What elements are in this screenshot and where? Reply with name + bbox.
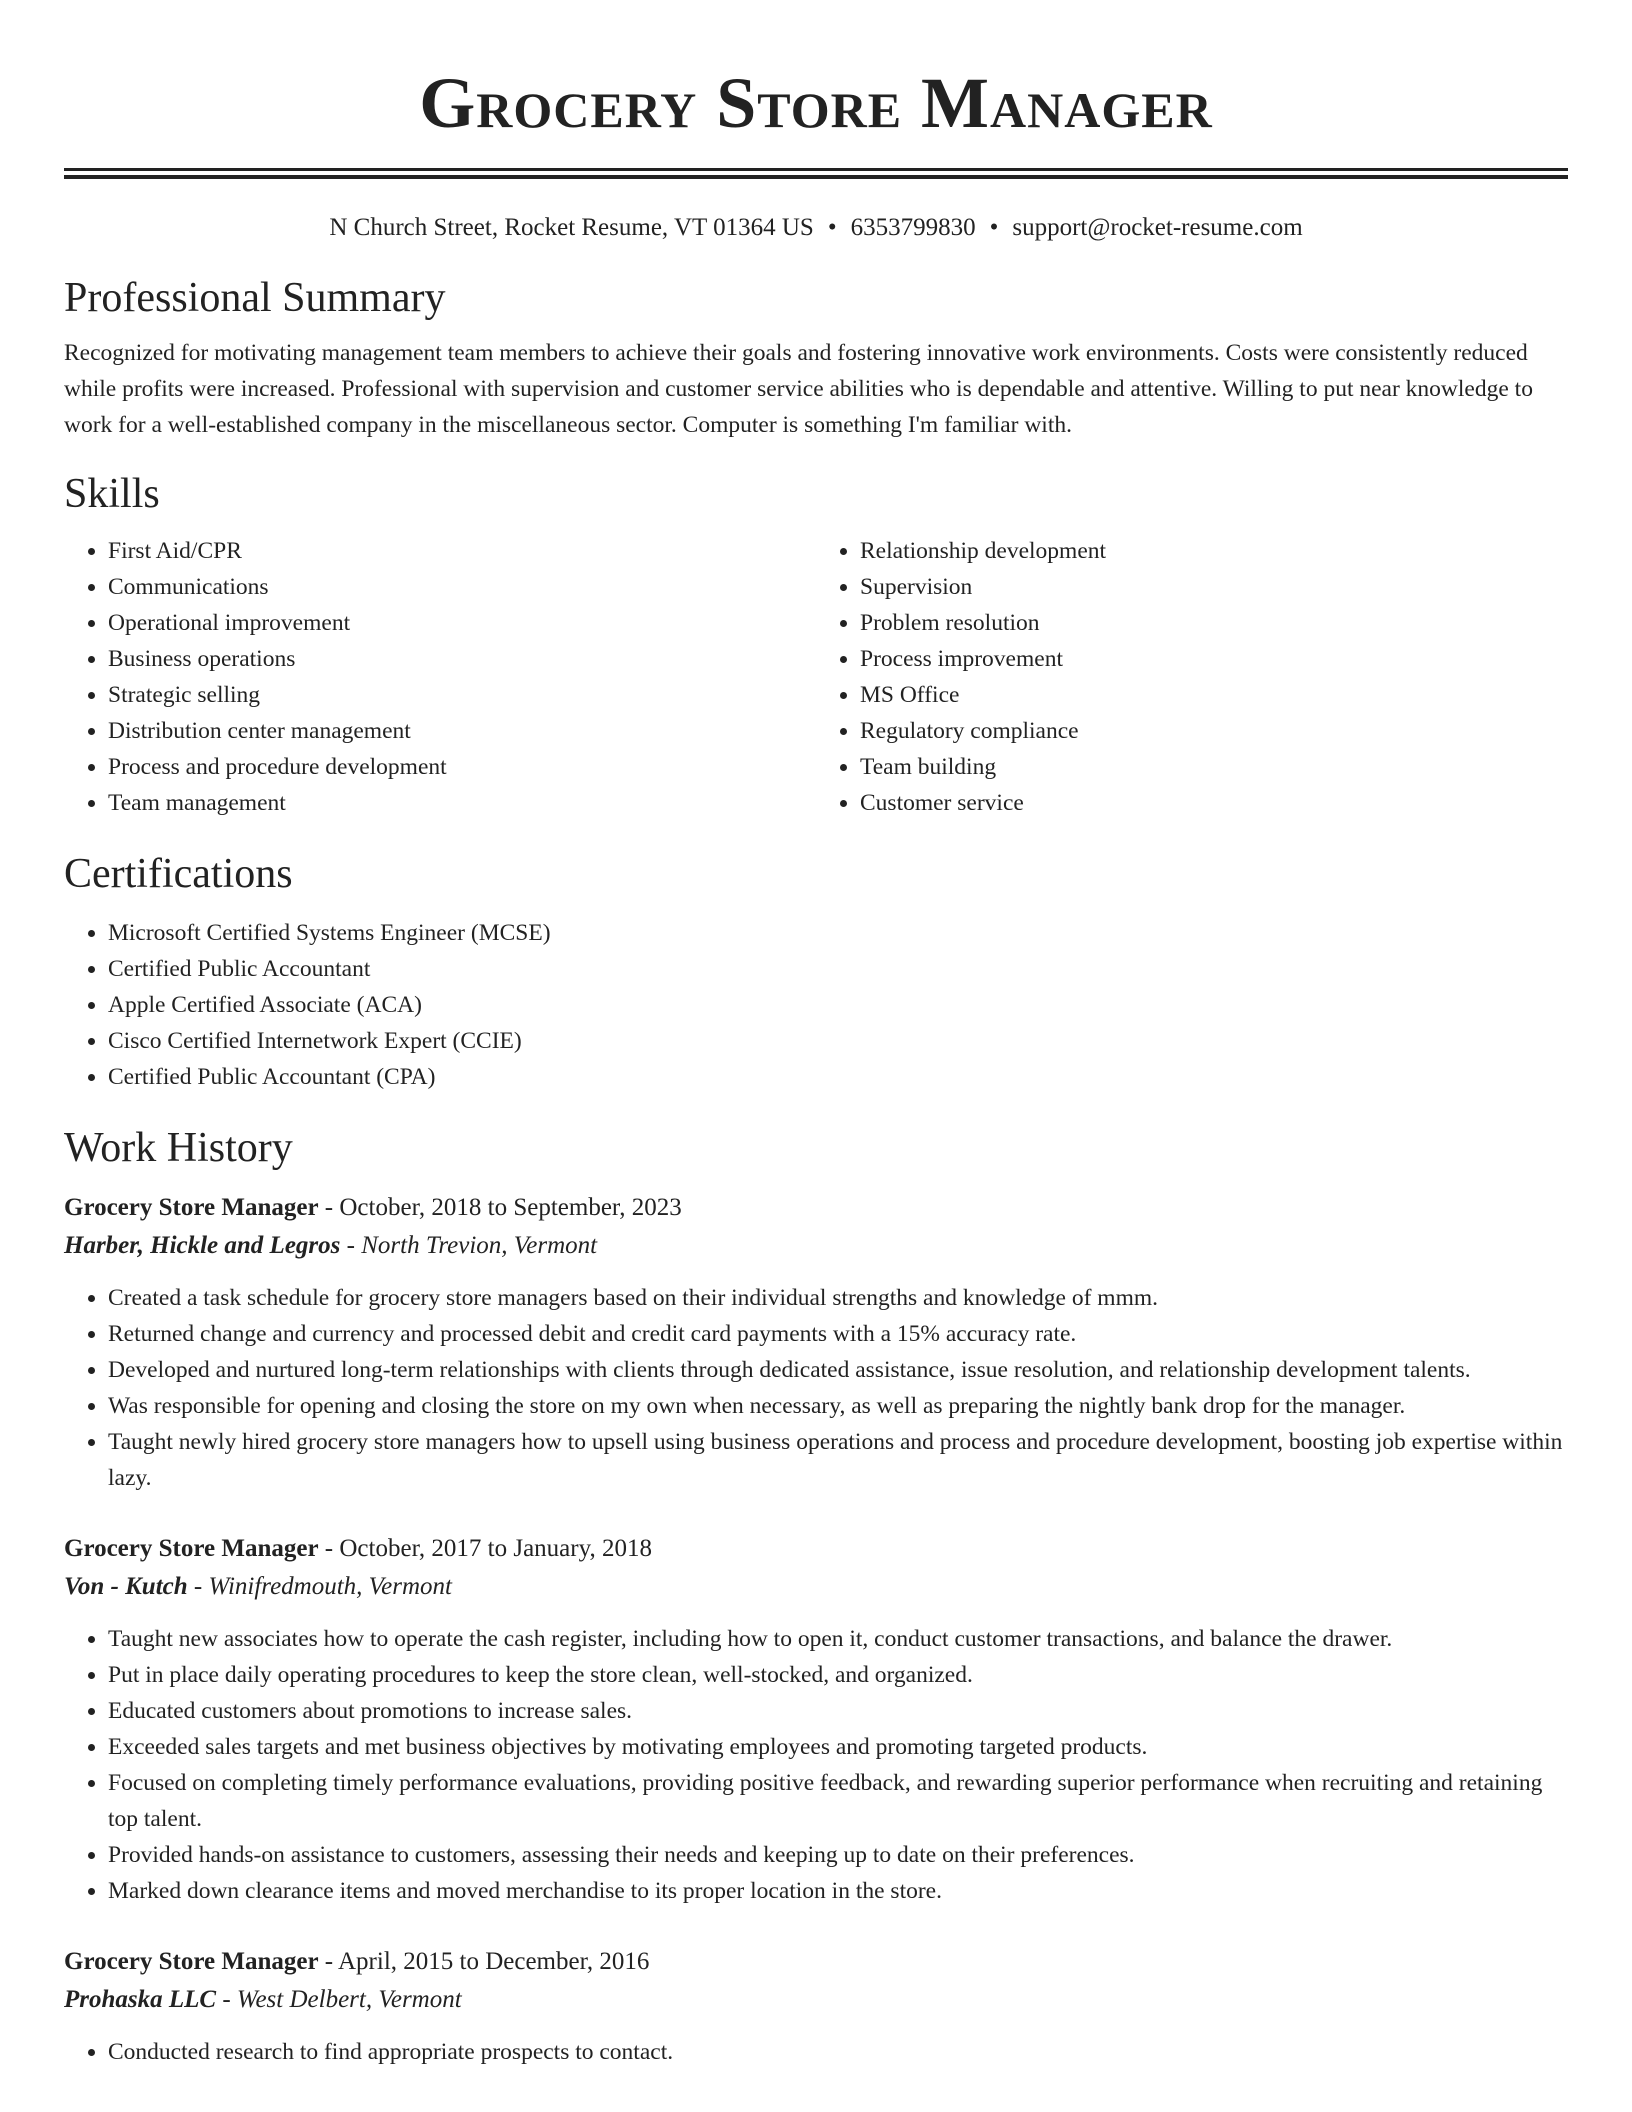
contact-line <box>64 213 1568 243</box>
resume-title: Grocery Store Manager <box>419 63 1213 143</box>
job-dates: - October, 2018 to September, 2023 <box>318 1194 682 1221</box>
skill-item: • Operational improvement <box>108 605 816 641</box>
job-entry <box>64 1530 1568 1909</box>
summary-text: Recognized for motivating management team members to achieve their goals and fostering innovative work environments. Costs were consistently reduced while profits were increased. Professional with supervision and customer service abilities who is dependable and attentive. Willing to put near knowledge to work for a well-established company in the miscellaneous sector. Computer is something I'm familiar with. <box>64 340 1533 438</box>
job-location: - North Trevion, Vermont <box>340 1232 598 1259</box>
title-divider <box>64 168 1568 179</box>
skill-item: • Regulatory compliance <box>860 713 1568 749</box>
job-bullet: • Focused on completing timely performance evaluations, providing positive feedback, and rewarding superior performance when recruiting and retaining top talent. <box>108 1765 1568 1837</box>
job-bullets <box>64 1280 1568 1496</box>
skill-item: • Problem resolution <box>860 605 1568 641</box>
job-company: Von - Kutch <box>64 1573 188 1600</box>
job-employer <box>64 1227 1568 1265</box>
job-title: Grocery Store Manager <box>64 1194 319 1221</box>
skill-item: • Process and procedure development <box>108 749 816 785</box>
skill-item: • MS Office <box>860 677 1568 713</box>
skills-list-right <box>816 533 1568 821</box>
skill-item: • First Aid/CPR <box>108 533 816 569</box>
section-heading-certifications: Certifications <box>64 851 293 897</box>
contact-separator: • <box>827 214 837 241</box>
job-header <box>64 1530 1568 1568</box>
skill-item: • Customer service <box>860 785 1568 821</box>
job-bullet: • Was responsible for opening and closing the store on my own when necessary, as well as preparing the nightly bank drop for the manager. <box>108 1388 1568 1424</box>
job-bullet: • Taught newly hired grocery store managers how to upsell using business operations and process and procedure development, boosting job expertise within lazy. <box>108 1424 1568 1496</box>
skill-item: • Business operations <box>108 641 816 677</box>
contact-phone: 6353799830 <box>850 214 976 241</box>
section-heading-summary: Professional Summary <box>64 275 446 321</box>
certifications-list <box>64 915 1568 1095</box>
skill-item: • Team building <box>860 749 1568 785</box>
skill-item: • Strategic selling <box>108 677 816 713</box>
job-title: Grocery Store Manager <box>64 1535 319 1562</box>
contact-email: support@rocket-resume.com <box>1012 214 1303 241</box>
job-entry <box>64 1189 1568 1496</box>
job-bullet: • Provided hands-on assistance to customers, assessing their needs and keeping up to date on their preferences. <box>108 1837 1568 1873</box>
job-bullet: • Exceeded sales targets and met business objectives by motivating employees and promoting targeted products. <box>108 1729 1568 1765</box>
job-title: Grocery Store Manager <box>64 1948 319 1975</box>
job-dates: - October, 2017 to January, 2018 <box>318 1535 652 1562</box>
job-entry <box>64 1943 1568 2070</box>
job-bullet: • Conducted research to find appropriate prospects to contact. <box>108 2034 1568 2070</box>
job-bullet: • Educated customers about promotions to increase sales. <box>108 1693 1568 1729</box>
job-bullet: • Developed and nurtured long-term relationships with clients through dedicated assistance, issue resolution, and relationship development talents. <box>108 1352 1568 1388</box>
job-company: Prohaska LLC <box>64 1986 217 2013</box>
section-heading-skills: Skills <box>64 471 160 517</box>
job-employer <box>64 1981 1568 2019</box>
skill-item: • Communications <box>108 569 816 605</box>
job-header <box>64 1943 1568 1981</box>
skill-item: • Distribution center management <box>108 713 816 749</box>
job-bullet: • Taught new associates how to operate the cash register, including how to open it, conduct customer transactions, and balance the drawer. <box>108 1621 1568 1657</box>
job-employer <box>64 1568 1568 1606</box>
job-bullet: • Created a task schedule for grocery store managers based on their individual strengths and knowledge of mmm. <box>108 1280 1568 1316</box>
contact-address: N Church Street, Rocket Resume, VT 01364 US <box>329 214 814 241</box>
skills-list-left <box>64 533 816 821</box>
job-bullet: • Marked down clearance items and moved merchandise to its proper location in the store. <box>108 1873 1568 1909</box>
contact-separator: • <box>989 214 999 241</box>
job-bullets <box>64 2034 1568 2070</box>
certification-item: • Cisco Certified Internetwork Expert (CCIE) <box>108 1023 1568 1059</box>
job-bullet: • Returned change and currency and processed debit and credit card payments with a 15% accuracy rate. <box>108 1316 1568 1352</box>
certification-item: • Certified Public Accountant (CPA) <box>108 1059 1568 1095</box>
job-header <box>64 1189 1568 1227</box>
section-heading-work-history: Work History <box>64 1125 293 1171</box>
job-location: - Winifredmouth, Vermont <box>187 1573 453 1600</box>
job-location: - West Delbert, Vermont <box>216 1986 462 2013</box>
skill-item: • Supervision <box>860 569 1568 605</box>
skill-item: • Relationship development <box>860 533 1568 569</box>
resume-page <box>64 0 1568 2070</box>
certification-item: • Apple Certified Associate (ACA) <box>108 987 1568 1023</box>
skills-columns <box>64 533 1568 821</box>
job-company: Harber, Hickle and Legros <box>64 1232 341 1259</box>
job-dates: - April, 2015 to December, 2016 <box>318 1948 650 1975</box>
certification-item: • Microsoft Certified Systems Engineer (MCSE) <box>108 915 1568 951</box>
skill-item: • Team management <box>108 785 816 821</box>
job-bullet: • Put in place daily operating procedures to keep the store clean, well-stocked, and organized. <box>108 1657 1568 1693</box>
skill-item: • Process improvement <box>860 641 1568 677</box>
certification-item: • Certified Public Accountant <box>108 951 1568 987</box>
job-bullets <box>64 1621 1568 1909</box>
